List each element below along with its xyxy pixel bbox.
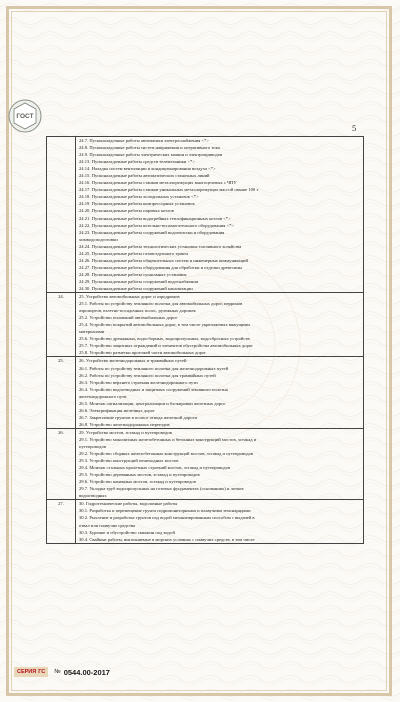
table-row: [47, 137, 364, 293]
page-number: 5: [352, 123, 357, 133]
work-type-line: 29.7. Укладка труб водопропускных на готовых фундаментах (основаниях) и лотков: [79, 486, 244, 492]
table-row: [47, 500, 364, 543]
work-type-line: 26. Устройство железнодорожных и трамвайных путей: [79, 358, 187, 364]
work-type-line: 24.26. Пусконаладочные работы общекотельных систем и инженерных коммуникаций: [79, 257, 248, 263]
work-type-list: [76, 137, 364, 293]
work-type-line: 24.16. Пусконаладочные работы станков металлорежущих многоцелевых с ЧПУ: [79, 180, 237, 186]
work-type-line: 29.6. Устройство каменных мостов, эстакад и путепроводов: [79, 479, 196, 485]
work-type-line: 30. Гидротехнические работы, водолазные работы: [79, 501, 178, 507]
logo-text: ГОСТ: [16, 113, 34, 120]
work-type-list: [76, 500, 364, 543]
work-type-line: 26.3. Устройство верхнего строения железнодорожного пути: [79, 379, 198, 385]
work-type-line: 25.4. Устройство покрытий автомобильных дорог, в том числе укрепляемых вяжущими: [79, 322, 250, 328]
work-type-line: 25.8. Устройство разметки проезжей части автомобильных дорог: [79, 350, 207, 356]
work-type-line: материалами: [79, 329, 105, 335]
work-type-line: водоотводных: [79, 493, 107, 499]
work-type-line: аэропортов, взлетно-посадочных полос, рулежных дорожек: [79, 308, 196, 314]
work-type-line: 30.2. Рыхление и разработка грунтов под водой механизированным способом с выдачей в: [79, 515, 255, 521]
work-type-line: 24.14. Наладка систем вентиляции и кондиционирования воздуха <*>: [79, 166, 216, 172]
work-type-line: 24.9. Пусконаладочные работы электрических машин и электроприводов: [79, 152, 223, 158]
work-type-line: 29.4. Монтаж стальных пролетных строений мостов, эстакад и путепроводов: [79, 465, 231, 471]
work-type-line: 26.2. Работы по устройству земляного полотна для трамвайных путей: [79, 372, 216, 378]
certificate-number: 0544.00-2017: [63, 667, 110, 677]
work-type-line: химводоподготовки: [79, 236, 118, 242]
work-type-line: 29.2. Устройство сборных железобетонных конструкций мостов, эстакад и путепроводов: [79, 451, 254, 457]
work-type-line: 24.7. Пусконаладочные работы автоматики электроснабжения <*>: [79, 138, 209, 143]
work-type-line: 25.6. Устройство дренажных, водосборных, водопропускных, водосбросных устройств: [79, 336, 250, 342]
work-type-line: 24.22. Пусконаладочные работы котельно-вспомогательного оборудования <*>: [79, 222, 234, 228]
work-type-line: 30.1. Разработка и перемещение грунта гидромониторными и плавучими земснарядами: [79, 508, 251, 514]
row-number: 27.: [47, 500, 76, 543]
number-sign: №: [54, 669, 61, 675]
row-number: [47, 137, 76, 293]
work-type-line: 26.1. Работы по устройству земляного полотна для железнодорожных путей: [79, 365, 229, 371]
work-type-line: 25. Устройство автомобильных дорог и аэродромов: [79, 294, 180, 300]
series-badge: [14, 667, 48, 677]
work-type-line: 24.27. Пусконаладочные работы оборудования для обработки и отделки древесины: [79, 264, 242, 270]
work-type-line: 24.29. Пусконаладочные работы сооружений водоснабжения: [79, 278, 198, 284]
work-type-line: 24.8. Пусконаладочные работы систем напряжения и оперативного тока: [79, 145, 220, 151]
work-type-line: 24.24. Пусконаладочные работы технологических установок топливного хозяйства: [79, 243, 242, 249]
work-type-line: 24.19. Пусконаладочные работы компрессорных установок: [79, 201, 195, 207]
work-type-line: 24.18. Пусконаладочные работы холодильных установок <*>: [79, 194, 199, 200]
work-type-line: 24.30. Пусконаладочные работы сооружений канализации: [79, 285, 193, 291]
work-type-line: 24.13. Пусконаладочные работы средств телемеханики <*>: [79, 159, 195, 165]
work-type-line: железнодорожного пути: [79, 393, 127, 399]
work-type-line: 24.21. Пусконаладочные работы водогрейных теплофикационных котлов <*>: [79, 215, 231, 221]
work-type-line: 30.3. Бурение и обустройство скважин под водой: [79, 529, 175, 535]
row-number: 24.: [47, 293, 76, 357]
table-row: [47, 357, 364, 428]
work-type-list: [76, 357, 364, 428]
work-type-line: 24.20. Пусконаладочные работы паровых котлов: [79, 208, 174, 214]
row-number: 25.: [47, 357, 76, 428]
series-label: СЕРИЯ: [17, 669, 37, 675]
work-type-line: 29. Устройство мостов, эстакад и путепроводов: [79, 429, 172, 435]
work-type-line: 30.4. Свайные работы, выполняемые в морских условиях с плавучих средств, в том числе: [79, 536, 255, 542]
footer: [14, 666, 110, 678]
work-type-line: 25.1. Работы по устройству земляного полотна для автомобильных дорог, перронов: [79, 301, 243, 307]
gost-logo-icon: [8, 99, 42, 133]
work-type-line: 29.5. Устройство деревянных мостов, эстакад и путепроводов: [79, 472, 200, 478]
work-type-line: путепроводов: [79, 444, 106, 450]
work-type-line: 24.17. Пусконаладочные работы станков уникальных металлорежущих массой свыше 100 т: [79, 187, 259, 193]
work-type-line: 26.6. Электрификация железных дорог: [79, 407, 155, 413]
work-type-line: 24.23. Пусконаладочные работы сооружений водоочистки и оборудования: [79, 229, 225, 235]
work-type-line: 24.28. Пусконаладочные работы сушильных установок: [79, 271, 187, 277]
work-type-line: отвал или плавучие средства: [79, 522, 136, 528]
table-row: [47, 293, 364, 357]
work-type-line: 25.2. Устройство оснований автомобильных дорог: [79, 315, 178, 321]
work-type-list: [76, 293, 364, 357]
work-type-line: 29.1. Устройство монолитных железобетонных и бетонных конструкций мостов, эстакад и: [79, 436, 257, 442]
work-type-line: 26.4. Устройство водоотводных и защитных сооружений земляного полотна: [79, 386, 228, 392]
series-code: ГС: [38, 669, 46, 675]
work-type-line: 24.25. Пусконаладочные работы газовоздушного тракта: [79, 250, 189, 256]
row-number: 26.: [47, 428, 76, 499]
work-type-list: [76, 428, 364, 499]
work-type-line: 26.7. Закрепление грунтов в полосе отвода железной дороги: [79, 414, 197, 420]
work-type-line: 29.3. Устройство конструкций пешеходных мостов: [79, 458, 179, 464]
table-row: [47, 428, 364, 499]
work-type-line: 26.5. Монтаж сигнализации, централизации и блокировки железных дорог: [79, 400, 226, 406]
work-type-line: 25.7. Устройство защитных ограждений и элементов обустройства автомобильных дорог: [79, 343, 254, 349]
work-type-line: 26.8. Устройство железнодорожных переездов: [79, 421, 170, 427]
work-types-table: [46, 136, 364, 544]
work-type-line: 24.15. Пусконаладочные работы автоматических станочных линий: [79, 173, 210, 179]
